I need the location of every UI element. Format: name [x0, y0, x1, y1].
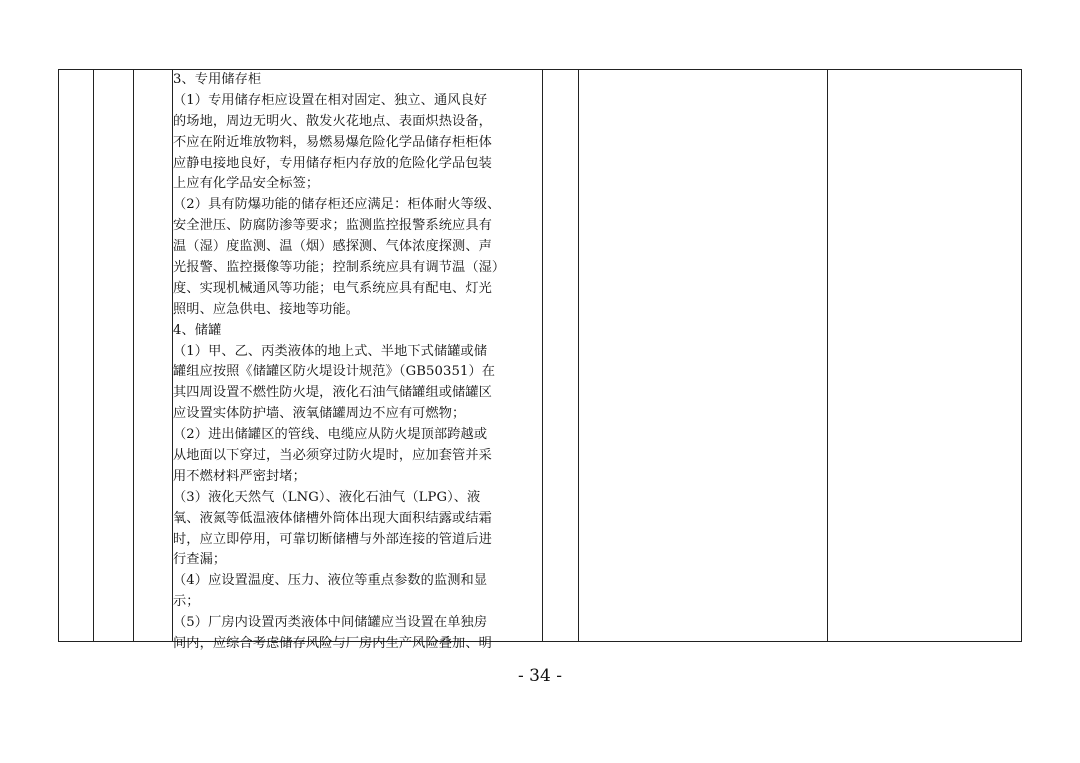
content-line: 用不燃材料严密封堵；	[173, 468, 306, 484]
page-number: - 34 -	[518, 666, 562, 686]
table-column-divider	[827, 70, 828, 641]
content-line: 从地面以下穿过，当必须穿过防火堤时，应加套管并采	[173, 448, 492, 464]
content-line: 度、实现机械通风等功能；电气系统应具有配电、灯光	[173, 280, 492, 296]
content-line: 安全泄压、防腐防渗等要求；监测监控报警系统应具有	[173, 218, 492, 234]
content-line: （5）厂房内设置丙类液体中间储罐应当设置在单独房	[173, 615, 488, 631]
content-line: 应设置实体防护墙、液氧储罐周边不应有可燃物；	[173, 406, 466, 422]
content-line: 间内，应综合考虑储存风险与厂房内生产风险叠加、明	[173, 636, 492, 652]
content-line: 行查漏；	[173, 552, 227, 568]
requirements-cell	[173, 70, 541, 652]
table-column-divider	[542, 70, 543, 641]
table-column-divider	[133, 70, 134, 641]
content-line: 罐组应按照《储罐区防火堤设计规范》（GB50351）在	[173, 364, 496, 380]
document-table	[58, 69, 1022, 652]
content-line: 4、储罐	[173, 322, 222, 338]
content-line: 时，应立即停用，可靠切断储槽与外部连接的管道后进	[173, 531, 492, 547]
content-line: 照明、应急供电、接地等功能。	[173, 301, 360, 317]
content-line: （2）具有防爆功能的储存柜还应满足：柜体耐火等级、	[173, 197, 501, 213]
content-line: 其四周设置不燃性防火堤，液化石油气储罐组或储罐区	[173, 385, 492, 401]
content-line: （1）甲、乙、丙类液体的地上式、半地下式储罐或储	[173, 343, 488, 359]
table-column-divider	[93, 70, 94, 641]
content-line: （4）应设置温度、压力、液位等重点参数的监测和显	[173, 573, 488, 589]
content-line: 温（湿）度监测、温（烟）感探测、气体浓度探测、声	[173, 239, 492, 255]
content-line: 光报警、监控摄像等功能；控制系统应具有调节温（湿）	[173, 260, 506, 276]
content-line: 应静电接地良好，专用储存柜内存放的危险化学品包装	[173, 155, 492, 171]
content-line: （2）进出储罐区的管线、电缆应从防火堤顶部跨越或	[173, 427, 488, 443]
content-line: （1）专用储存柜应设置在相对固定、独立、通风良好	[173, 92, 488, 108]
content-line: 3、专用储存柜	[173, 72, 262, 87]
content-line: 不应在附近堆放物料，易燃易爆危险化学品储存柜柜体	[173, 134, 492, 150]
content-line: 的场地，周边无明火、散发火花地点、表面炽热设备，	[173, 113, 492, 129]
content-line: 氧、液氮等低温液体储槽外筒体出现大面积结露或结霜	[173, 510, 492, 526]
content-line: 示；	[173, 594, 200, 610]
content-line: 上应有化学品安全标签；	[173, 176, 320, 192]
table-column-divider	[578, 70, 579, 641]
content-line: （3）液化天然气（LNG）、液化石油气（LPG）、液	[173, 489, 481, 505]
